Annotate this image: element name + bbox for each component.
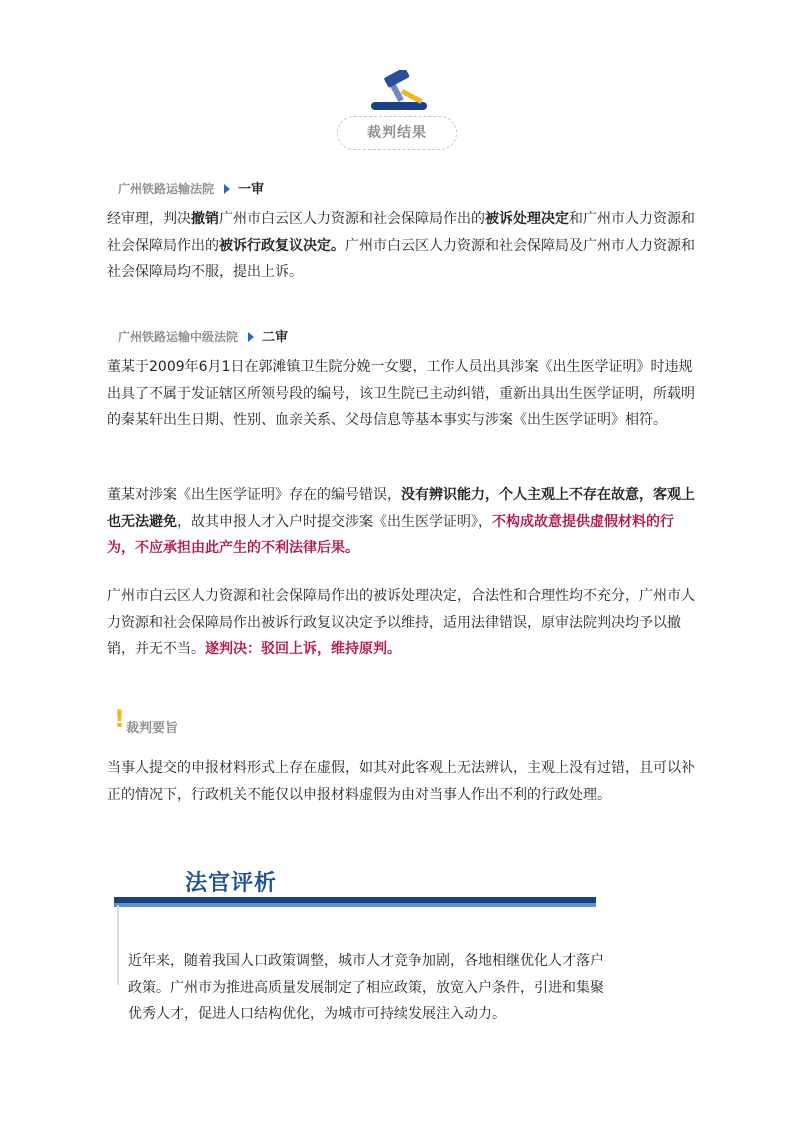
text-segment-bold: 被诉处理决定 xyxy=(485,211,569,227)
text-segment: 广州市白云区人力资源和社会保障局作出的被诉处理决定，合法性和合理性均不充分，广州市人力资源和社会保障局作出被诉行政复议决定予以维持，适用法律错误，原审法院判决均予以撤销，并无不当。 xyxy=(107,588,695,657)
court-label-first xyxy=(118,180,264,198)
text-segment: ，故其申报人才入户时提交涉案《出生医学证明》， xyxy=(177,513,492,530)
gist-title: 裁判要旨 xyxy=(126,721,179,736)
text-segment: 广州市白云区人力资源和社会保障局作出的 xyxy=(219,211,485,227)
stage-label: 二审 xyxy=(262,330,289,345)
court-label-second xyxy=(118,328,288,346)
text-segment: 广州市白云区人力资源和社会保障局及广州市人力资源和社会保障局均不服，提出上诉。 xyxy=(107,237,695,280)
first-instance-paragraph xyxy=(107,206,695,286)
text-segment-highlight: 不构成故意提供虚假材料的行为，不应承担由此产生的不利法律后果。 xyxy=(107,513,674,556)
title-underline-accent xyxy=(114,903,596,907)
text-segment: 经审理，判决 xyxy=(107,211,191,227)
gist-paragraph: 当事人提交的申报材料形式上存在虚假，如其对此客观上无法辨认，主观上没有过错，且可以补正的情况下，行政机关不能仅以申报材料虚假为由对当事人作出不利的行政处理。 xyxy=(107,760,695,803)
exclamation-icon: ! xyxy=(114,705,125,733)
text-segment-bold: 撤销 xyxy=(191,211,219,227)
text-segment-highlight: 遂判决：驳回上诉，维持原判。 xyxy=(205,641,401,657)
text-segment-bold: 没有辨识能力，个人主观上不存在故意，客观上也无法避免 xyxy=(107,487,695,530)
gavel-icon xyxy=(371,70,427,116)
text-segment-bold: 被诉行政复议决定。 xyxy=(219,237,345,254)
second-instance-paragraph-3 xyxy=(107,583,695,663)
text-segment: 董某对涉案《出生医学证明》存在的编号错误， xyxy=(107,487,401,503)
second-instance-paragraph-1: 董某于2009年6月1日在郭滩镇卫生院分娩一女婴，工作人员出具涉案《出生医学证明》时违规出具了不属于发证辖区所领号段的编号，该卫生院已主动纠错，重新出具出生医学证明，所载明的秦某轩出生日期、性别、血亲关系、父母信息等基本事实与涉案《出生医学证明》相符。 xyxy=(107,359,695,428)
comment-left-border xyxy=(117,905,119,985)
comment-title: 法官评析 xyxy=(185,871,278,896)
stage-label: 一审 xyxy=(238,182,265,197)
court-name: 广州铁路运输法院 xyxy=(118,182,215,196)
court-name: 广州铁路运输中级法院 xyxy=(118,330,239,344)
triangle-right-icon xyxy=(224,184,230,194)
text-segment: 和广州市人力资源和社会保障局作出的 xyxy=(107,211,695,254)
triangle-right-icon xyxy=(248,332,254,342)
section-title-verdict: 裁判结果 xyxy=(337,116,457,150)
second-instance-paragraph-2 xyxy=(107,482,695,562)
comment-paragraph: 近年来，随着我国人口政策调整，城市人才竞争加剧，各地相继优化人才落户政策。广州市为推进高质量发展制定了相应政策，放宽入户条件，引进和集聚优秀人才，促进人口结构优化，为城市可持续发展注入动力。 xyxy=(128,953,604,1022)
